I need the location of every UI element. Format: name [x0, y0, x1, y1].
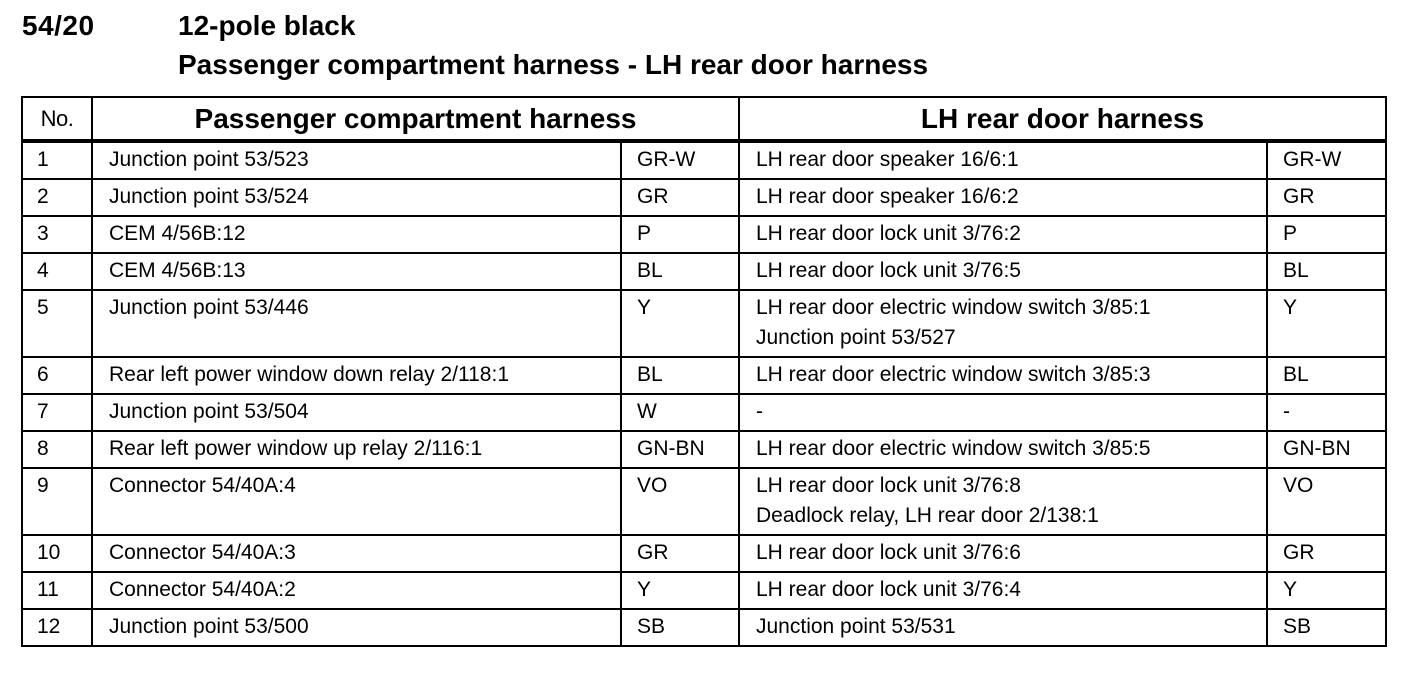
table-row — [22, 253, 1386, 290]
from-connection: Rear left power window down relay 2/118:1 — [92, 357, 621, 394]
from-connection: Junction point 53/523 — [92, 141, 621, 179]
to-wire-color: VO — [1267, 468, 1386, 535]
to-connection-line: LH rear door lock unit 3/76:2 — [756, 222, 1021, 245]
pin-number: 9 — [22, 468, 92, 535]
to-connection-line: LH rear door speaker 16/6:2 — [756, 185, 1019, 208]
pin-number: 2 — [22, 179, 92, 216]
table-row — [22, 290, 1386, 357]
to-wire-color: P — [1267, 216, 1386, 253]
pin-number: 8 — [22, 431, 92, 468]
pin-number: 3 — [22, 216, 92, 253]
to-wire-color: SB — [1267, 609, 1386, 646]
to-wire-color: BL — [1267, 357, 1386, 394]
to-connection-line: - — [756, 400, 763, 423]
header-to-harness: LH rear door harness — [739, 97, 1386, 141]
table-row — [22, 468, 1386, 535]
pin-number: 10 — [22, 535, 92, 572]
table-row — [22, 141, 1386, 179]
to-connection — [739, 290, 1267, 357]
header-no: No. — [22, 97, 92, 141]
to-connection — [739, 431, 1267, 468]
from-wire-color: BL — [621, 253, 739, 290]
to-connection — [739, 394, 1267, 431]
table-row — [22, 535, 1386, 572]
from-connection: CEM 4/56B:13 — [92, 253, 621, 290]
from-connection: Connector 54/40A:3 — [92, 535, 621, 572]
to-wire-color: - — [1267, 394, 1386, 431]
from-wire-color: W — [621, 394, 739, 431]
to-connection-line: LH rear door electric window switch 3/85:1 — [756, 296, 1151, 319]
from-connection: Junction point 53/524 — [92, 179, 621, 216]
to-connection-line: LH rear door electric window switch 3/85:3 — [756, 363, 1151, 386]
pin-number: 6 — [22, 357, 92, 394]
from-wire-color: GR-W — [621, 141, 739, 179]
connector-subtitle: Passenger compartment harness - LH rear door harness — [178, 49, 929, 80]
to-wire-color: GR — [1267, 535, 1386, 572]
table-body — [22, 141, 1386, 646]
pin-number: 7 — [22, 394, 92, 431]
to-connection — [739, 468, 1267, 535]
to-connection — [739, 179, 1267, 216]
to-wire-color: Y — [1267, 290, 1386, 357]
to-connection-line: LH rear door lock unit 3/76:4 — [756, 578, 1021, 601]
table-row — [22, 609, 1386, 646]
to-wire-color: Y — [1267, 572, 1386, 609]
to-connection-line: Deadlock relay, LH rear door 2/138:1 — [756, 504, 1099, 527]
from-wire-color: GR — [621, 535, 739, 572]
from-wire-color: Y — [621, 290, 739, 357]
to-connection — [739, 609, 1267, 646]
from-connection: Connector 54/40A:2 — [92, 572, 621, 609]
table-row — [22, 357, 1386, 394]
table-row — [22, 216, 1386, 253]
to-connection — [739, 141, 1267, 179]
from-wire-color: VO — [621, 468, 739, 535]
table-row — [22, 394, 1386, 431]
from-wire-color: Y — [621, 572, 739, 609]
pin-number: 1 — [22, 141, 92, 179]
from-connection: Rear left power window up relay 2/116:1 — [92, 431, 621, 468]
document-heading — [0, 0, 1408, 96]
header-from-harness: Passenger compartment harness — [92, 97, 739, 141]
pin-number: 11 — [22, 572, 92, 609]
to-connection — [739, 572, 1267, 609]
from-connection: Junction point 53/446 — [92, 290, 621, 357]
from-wire-color: BL — [621, 357, 739, 394]
from-wire-color: SB — [621, 609, 739, 646]
pin-number: 4 — [22, 253, 92, 290]
table-row — [22, 179, 1386, 216]
from-wire-color: P — [621, 216, 739, 253]
from-connection: CEM 4/56B:12 — [92, 216, 621, 253]
from-connection: Junction point 53/504 — [92, 394, 621, 431]
table-row — [22, 572, 1386, 609]
to-connection — [739, 253, 1267, 290]
connector-code: 54/20 — [22, 10, 95, 41]
from-wire-color: GR — [621, 179, 739, 216]
to-connection — [739, 216, 1267, 253]
to-wire-color: GR — [1267, 179, 1386, 216]
pin-table — [21, 96, 1387, 647]
to-connection-line: LH rear door electric window switch 3/85:5 — [756, 437, 1151, 460]
to-connection — [739, 357, 1267, 394]
to-connection-line: Junction point 53/531 — [756, 615, 956, 638]
to-connection-line: LH rear door lock unit 3/76:5 — [756, 259, 1021, 282]
header-row — [22, 97, 1386, 141]
from-connection: Connector 54/40A:4 — [92, 468, 621, 535]
to-wire-color: BL — [1267, 253, 1386, 290]
to-wire-color: GN-BN — [1267, 431, 1386, 468]
table-row — [22, 431, 1386, 468]
to-connection-line: LH rear door speaker 16/6:1 — [756, 148, 1019, 171]
to-connection-line: LH rear door lock unit 3/76:8 — [756, 474, 1021, 497]
pin-number: 5 — [22, 290, 92, 357]
to-connection-line: Junction point 53/527 — [756, 326, 956, 349]
from-connection: Junction point 53/500 — [92, 609, 621, 646]
from-wire-color: GN-BN — [621, 431, 739, 468]
pin-number: 12 — [22, 609, 92, 646]
to-connection-line: LH rear door lock unit 3/76:6 — [756, 541, 1021, 564]
to-connection — [739, 535, 1267, 572]
connector-title: 12-pole black — [178, 10, 356, 41]
to-wire-color: GR-W — [1267, 141, 1386, 179]
